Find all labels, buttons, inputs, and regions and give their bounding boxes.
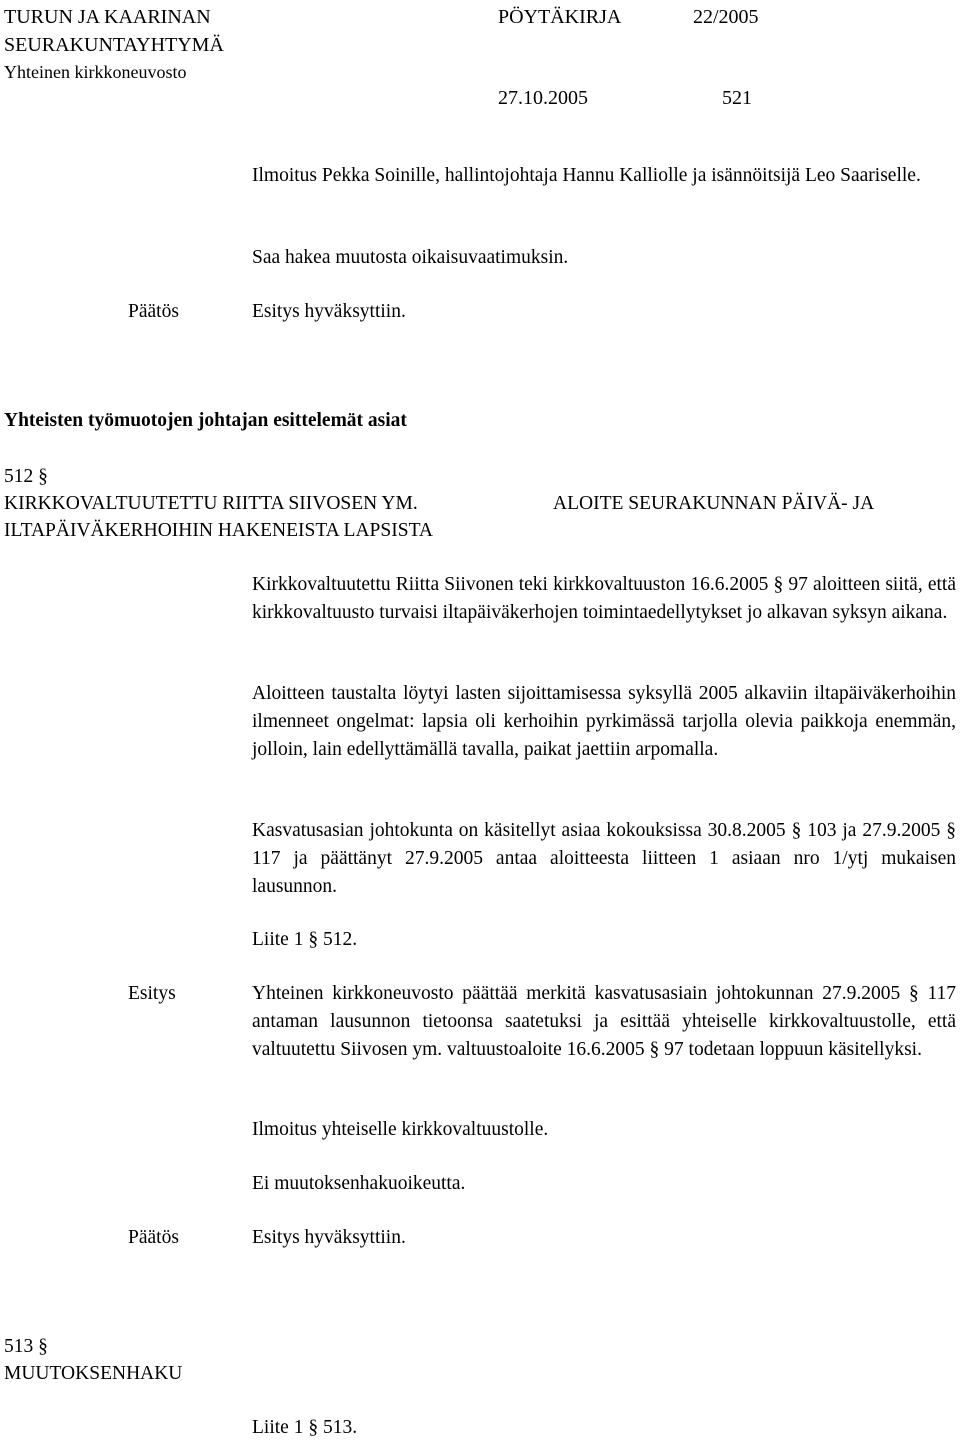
- doc-date: 27.10.2005: [498, 87, 588, 109]
- item-512-para1: [252, 571, 956, 627]
- item-512-notice: Ilmoitus yhteiselle kirkkovaltuustolle.: [252, 1119, 549, 1140]
- page-number: 521: [722, 87, 752, 109]
- item-512-para3: [252, 817, 956, 901]
- item-512-para1-text: Kirkkovaltuutettu Riitta Siivonen teki kirkkovaltuuston 16.6.2005 § 97 aloitteen siitä, että kirkkovaltuusto turvaisi iltapäiväkerhojen toimintaedellytykset jo alkavan syksyn aikana.: [252, 574, 956, 623]
- top-notice-paragraph: [252, 162, 956, 190]
- org-name-line1: TURUN JA KAARINAN: [4, 6, 211, 28]
- org-name-line2: SEURAKUNTAYHTYMÄ: [4, 34, 224, 56]
- item-512-no-appeal: Ei muutoksenhakuoikeutta.: [252, 1173, 466, 1194]
- item-512-number: 512 §: [4, 466, 48, 487]
- top-notice-text: Ilmoitus Pekka Soinille, hallintojohtaja Hannu Kalliolle ja isännöitsijä Leo Saariselle.: [252, 165, 921, 186]
- item-512-proposal-label: Esitys: [128, 983, 176, 1004]
- item-512-proposal-text: Yhteinen kirkkoneuvosto päättää merkitä kasvatusasiain johtokunnan 27.9.2005 § 117 antaman lausunnon tietoonsa saatetuksi ja esittää yhteiselle kirkkovaltuustolle, että valtuutettu Siivosen ym. valtuustoaloite 16.6.2005 § 97 todetaan loppuun käsitellyksi.: [252, 983, 956, 1060]
- top-appeal-text: Saa hakea muutosta oikaisuvaatimuksin.: [252, 247, 569, 268]
- item-512-title-line2: ILTAPÄIVÄKERHOIHIN HAKENEISTA LAPSISTA: [4, 520, 433, 541]
- item-512-decision-label: Päätös: [128, 1227, 179, 1248]
- doc-type: PÖYTÄKIRJA: [498, 6, 622, 28]
- top-decision-label: Päätös: [128, 301, 179, 322]
- item-512-proposal: [252, 980, 956, 1064]
- section-heading: Yhteisten työmuotojen johtajan esittelemät asiat: [4, 410, 407, 431]
- item-512-para3-text: Kasvatusasian johtokunta on käsitellyt asiaa kokouksissa 30.8.2005 § 103 ja 27.9.2005 § 117 ja päättänyt 27.9.2005 antaa aloitteesta liitteen 1 asiaan nro 1/ytj mukaisen lausunnon.: [252, 820, 956, 897]
- doc-number: 22/2005: [693, 6, 759, 28]
- item-513-attachment: Liite 1 § 513.: [252, 1417, 358, 1438]
- top-decision-text: Esitys hyväksyttiin.: [252, 301, 406, 322]
- item-512-para2: [252, 680, 956, 764]
- item-513-number: 513 §: [4, 1336, 48, 1357]
- item-512-para2-text: Aloitteen taustalta löytyi lasten sijoittamisessa syksyllä 2005 alkaviin iltapäiväkerhoihin ilmenneet ongelmat: lapsia oli kerhoihin pyrkimässä tarjolla olevia paikkoja enemmän, jolloin, lain edellyttämällä tavalla, paikat jaettiin arpomalla.: [252, 683, 956, 760]
- item-513-title: MUUTOKSENHAKU: [4, 1363, 183, 1384]
- item-512-title-left: KIRKKOVALTUUTETTU RIITTA SIIVOSEN YM.: [4, 493, 418, 514]
- item-512-decision-text: Esitys hyväksyttiin.: [252, 1227, 406, 1248]
- item-512-title-right: ALOITE SEURAKUNNAN PÄIVÄ- JA: [553, 493, 875, 514]
- org-name-line3: Yhteinen kirkkoneuvosto: [4, 62, 187, 82]
- item-512-attachment: Liite 1 § 512.: [252, 929, 358, 950]
